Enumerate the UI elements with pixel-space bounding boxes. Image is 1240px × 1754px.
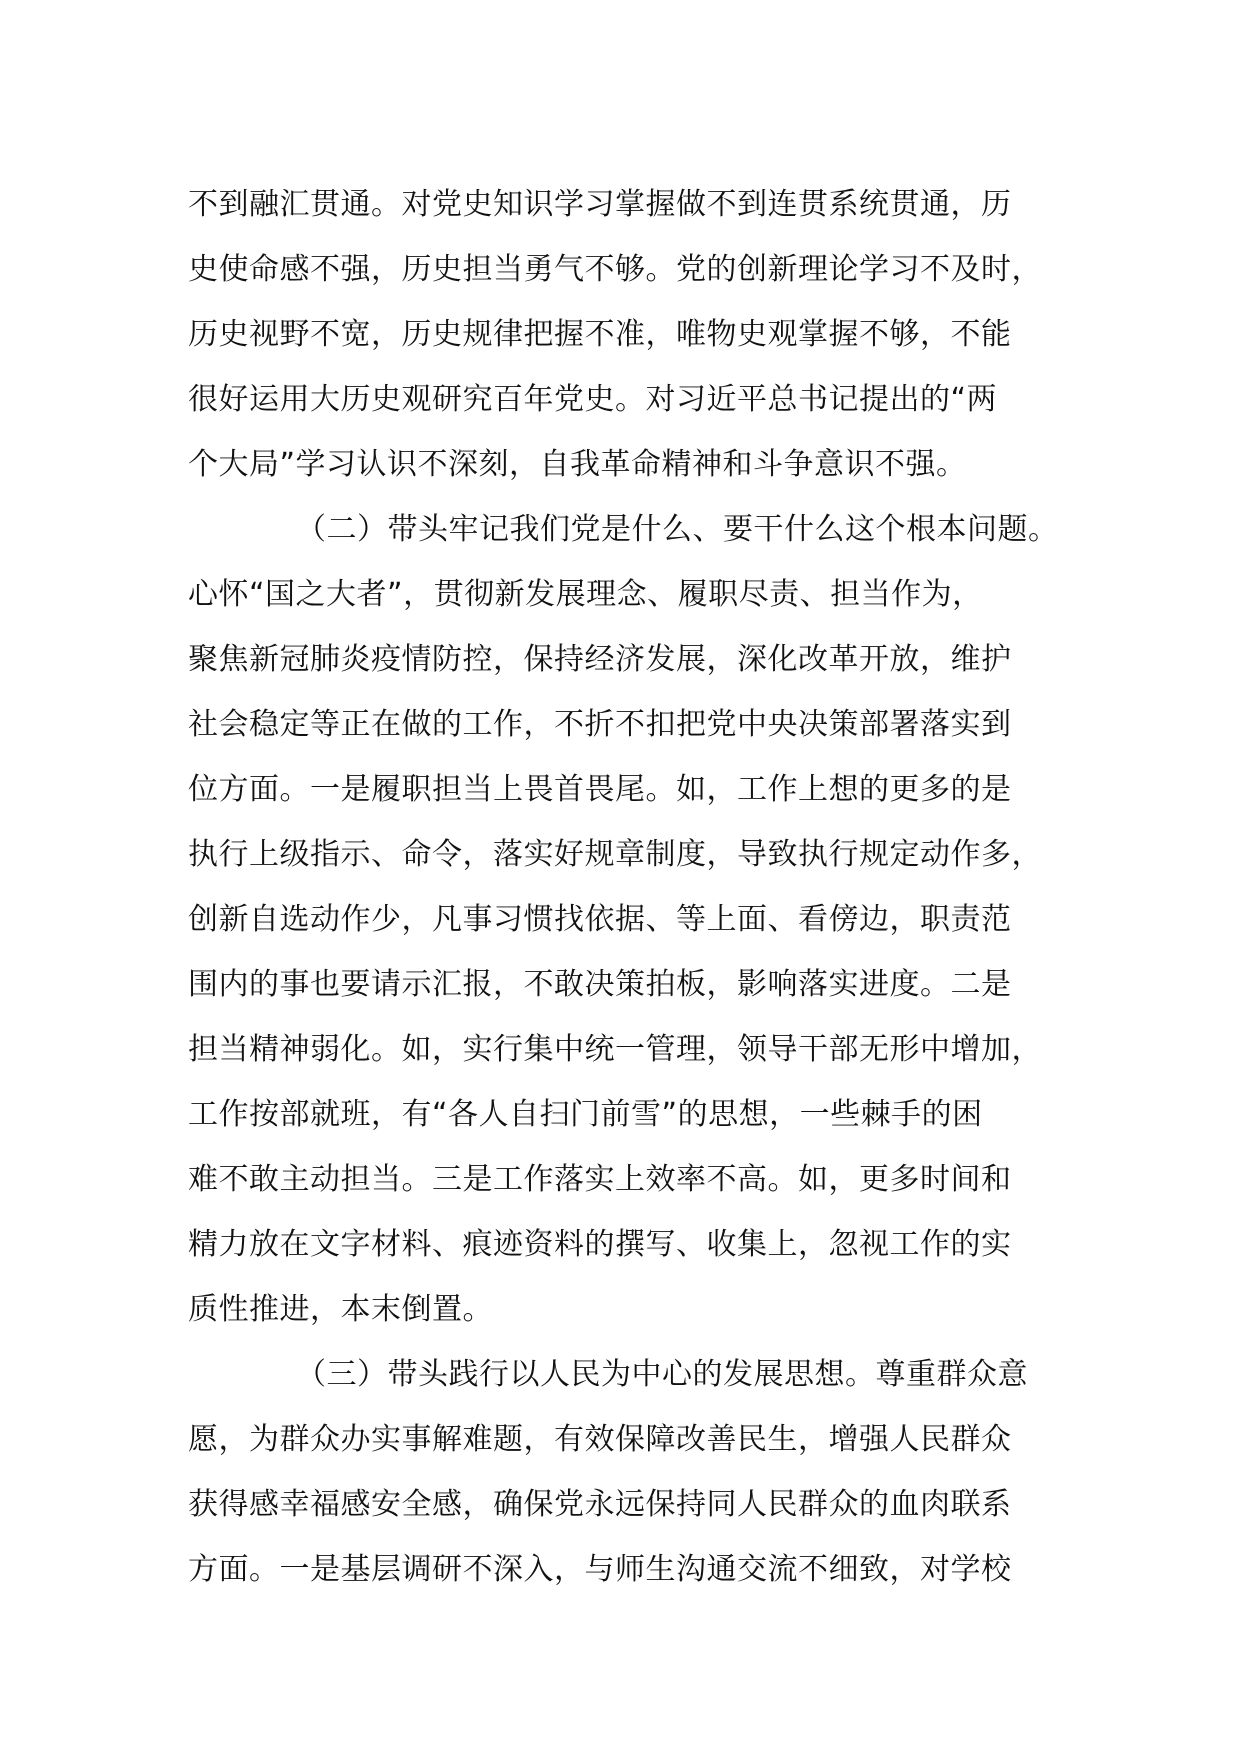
text-line: 位方面。一是履职担当上畏首畏尾。如，工作上想的更多的是 (188, 772, 1012, 807)
text-line: 社会稳定等正在做的工作，不折不扣把党中央决策部署落实到 (188, 707, 1012, 742)
text-line: 质性推进，本末倒置。 (188, 1292, 493, 1327)
text-line: 难不敢主动担当。三是工作落实上效率不高。如，更多时间和 (188, 1162, 1012, 1197)
text-line: 史使命感不强，历史担当勇气不够。党的创新理论学习不及时， (188, 252, 1042, 287)
text-line: 聚焦新冠肺炎疫情防控，保持经济发展，深化改革开放，维护 (188, 642, 1012, 677)
text-line: 心怀“国之大者”，贯彻新发展理念、履职尽责、担当作为， (188, 577, 983, 612)
text-line: 个大局”学习认识不深刻，自我革命精神和斗争意识不强。 (188, 447, 967, 482)
section-heading-3: （三）带头践行以人民为中心的发展思想。尊重群众意 (296, 1357, 1028, 1392)
text-line: 很好运用大历史观研究百年党史。对习近平总书记提出的“两 (188, 382, 998, 417)
paragraph-section-2 (188, 497, 1078, 1342)
paragraph-continuation (188, 172, 1078, 497)
text-line: 获得感幸福感安全感，确保党永远保持同人民群众的血肉联系 (188, 1487, 1012, 1522)
text-line: 精力放在文字材料、痕迹资料的撰写、收集上，忽视工作的实 (188, 1227, 1012, 1262)
text-line: 历史视野不宽，历史规律把握不准，唯物史观掌握不够，不能 (188, 317, 1012, 352)
section-heading-2: （二）带头牢记我们党是什么、要干什么这个根本问题。 (296, 512, 1059, 547)
text-line: 不到融汇贯通。对党史知识学习掌握做不到连贯系统贯通，历 (188, 187, 1012, 222)
paragraph-section-3 (188, 1342, 1078, 1602)
document-body (188, 172, 1078, 1602)
text-line: 工作按部就班，有“各人自扫门前雪”的思想，一些棘手的困 (188, 1097, 983, 1132)
text-line: 创新自选动作少，凡事习惯找依据、等上面、看傍边，职责范 (188, 902, 1012, 937)
text-line: 方面。一是基层调研不深入，与师生沟通交流不细致，对学校 (188, 1552, 1012, 1587)
text-line: 围内的事也要请示汇报，不敢决策拍板，影响落实进度。二是 (188, 967, 1012, 1002)
text-line: 担当精神弱化。如，实行集中统一管理，领导干部无形中增加， (188, 1032, 1042, 1067)
text-line: 愿，为群众办实事解难题，有效保障改善民生，增强人民群众 (188, 1422, 1012, 1457)
text-line: 执行上级指示、命令，落实好规章制度，导致执行规定动作多， (188, 837, 1042, 872)
